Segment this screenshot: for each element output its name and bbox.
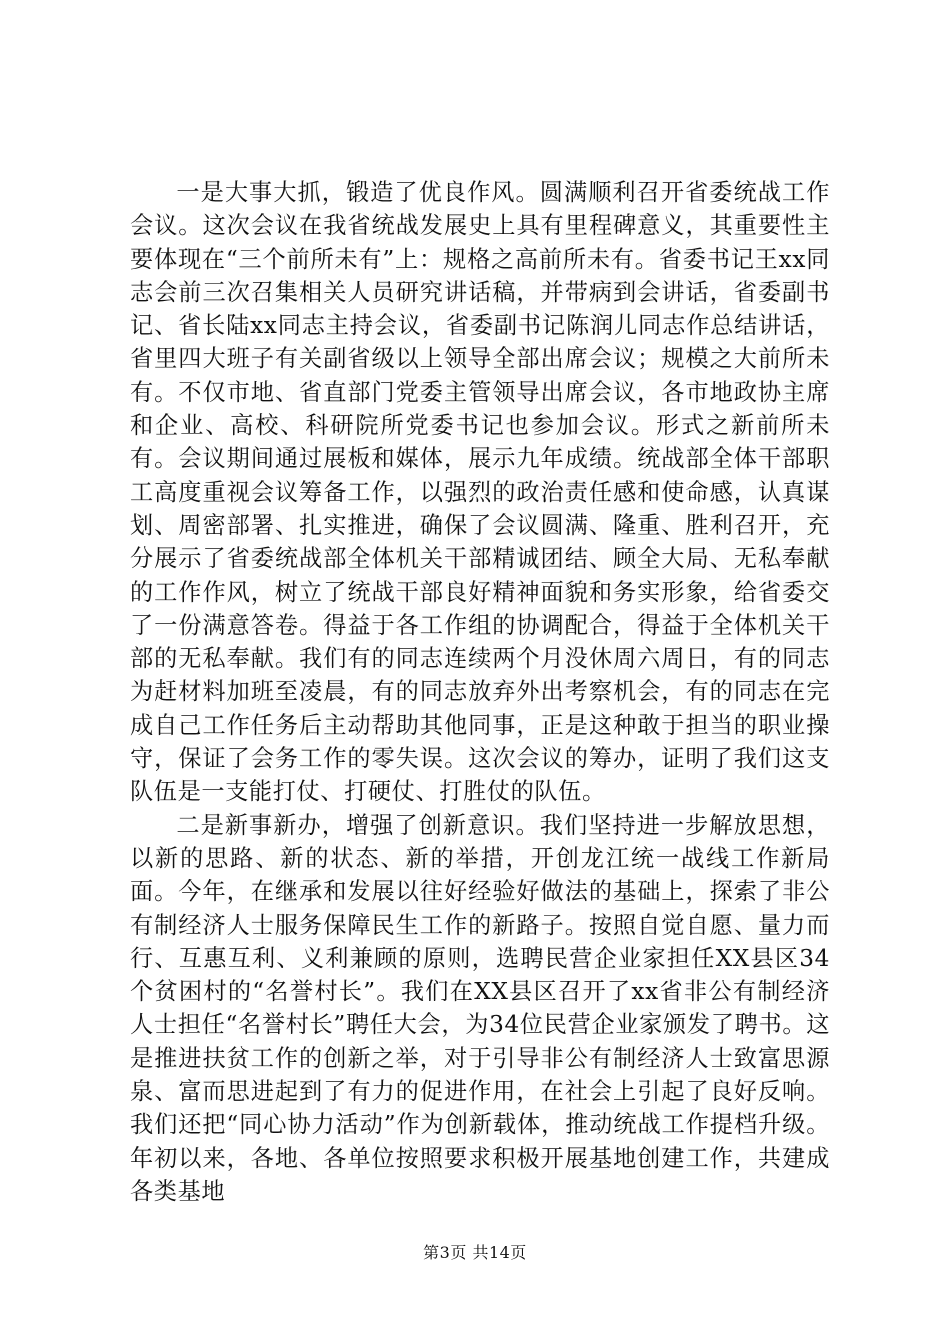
document-body (130, 176, 830, 1208)
paragraph-2: 二是新事新办，增强了创新意识。我们坚持进一步解放思想，以新的思路、新的状态、新的举措，开创龙江统一战线工作新局面。今年，在继承和发展以往好经验好做法的基础上，探索了非公有制经济人士服务保障民生工作的新路子。按照自觉自愿、量力而行、互惠互利、义利兼顾的原则，选聘民营企业家担任XX县区34个贫困村的“名誉村长”。我们在XX县区召开了xx省非公有制经济人士担任“名誉村长”聘任大会，为34位民营企业家颁发了聘书。这是推进扶贫工作的创新之举，对于引导非公有制经济人士致富思源泉、富而思进起到了有力的促进作用，在社会上引起了良好反响。我们还把“同心协力活动”作为创新载体，推动统战工作提档升级。年初以来，各地、各单位按照要求积极开展基地创建工作，共建成各类基地 (130, 811, 830, 1205)
page-number-footer: 第3页 共14页 (423, 1243, 527, 1262)
paragraph-1: 一是大事大抓，锻造了优良作风。圆满顺利召开省委统战工作会议。这次会议在我省统战发展史上具有里程碑意义，其重要性主要体现在“三个前所未有”上：规格之高前所未有。省委书记王xx同志会前三次召集相关人员研究讲话稿，并带病到会讲话，省委副书记、省长陆xx同志主持会议，省委副书记陈润儿同志作总结讲话，省里四大班子有关副省级以上领导全部出席会议；规模之大前所未有。不仅市地、省直部门党委主管领导出席会议，各市地政协主席和企业、高校、科研院所党委书记也参加会议。形式之新前所未有。会议期间通过展板和媒体，展示九年成绩。统战部全体干部职工高度重视会议筹备工作，以强烈的政治责任感和使命感，认真谋划、周密部署、扎实推进，确保了会议圆满、隆重、胜利召开，充分展示了省委统战部全体机关干部精诚团结、顾全大局、无私奉献的工作作风，树立了统战干部良好精神面貌和务实形象，给省委交了一份满意答卷。得益于各工作组的协调配合，得益于全体机关干部的无私奉献。我们有的同志连续两个月没休周六周日，有的同志为赶材料加班至凌晨，有的同志放弃外出考察机会，有的同志在完成自己工作任务后主动帮助其他同事，正是这种敢于担当的职业操守，保证了会务工作的零失误。这次会议的筹办，证明了我们这支队伍是一支能打仗、打硬仗、打胜仗的队伍。 (130, 179, 830, 806)
